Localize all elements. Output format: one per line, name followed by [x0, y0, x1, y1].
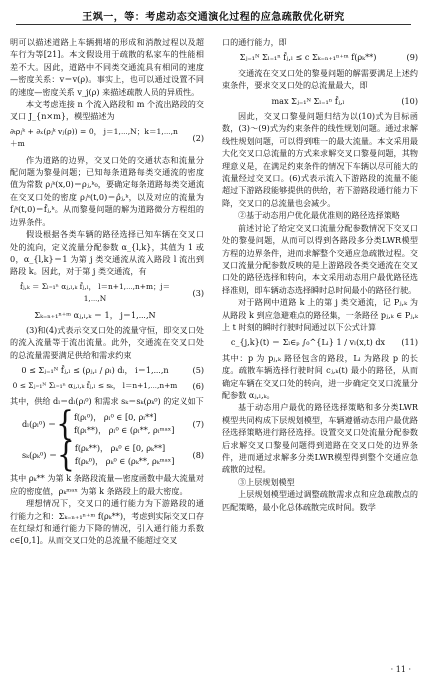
equation-number: (8): [192, 450, 204, 461]
equation-number: (7): [192, 419, 204, 430]
equation-number: (3): [192, 287, 204, 298]
equation-body: max Σⱼ₌₁ᴺ Σₗ₌₁ⁿ f̂ⱼ,ₗ: [271, 95, 345, 106]
equation-body: 0 ≤ Σⱼ₌₁ᴺ Σₗ₌₁ⁿ αⱼ,ₗ,ₖ f̂ⱼ,ₗ ≤ sₖ， l＝n+1,⋯,n+m: [12, 380, 178, 390]
equation-number: (11): [401, 337, 418, 348]
equation-lhs: dₗ(ρₗ⁰) ＝: [22, 419, 57, 430]
paragraph: 本文考虑连接 n 个流入路段和 m 个流出路段的交叉口 J_{n×m}，模型描述为: [10, 99, 204, 122]
right-column: [222, 36, 418, 513]
equation-4: [10, 309, 204, 321]
paragraph: 因此，交叉口黎曼问题归结为以(10)式为目标函数，(3)～(9)式为约束条件的线性规划问题。通过求解线性规划问题，可以得到唯一的最大流量。本文采用最大化交叉口总流量的方式来求解交叉口黎曼问题，其物理意义是，在满足约束条件的情况下车辆以尽可能大的流量经过交叉口。(6)式表示流入下游路段的流量不能超过下游路段能够提供的供给，若下游路段通行能力下降，交叉口的总流量也会减少。: [222, 111, 418, 208]
header-rule: [16, 24, 411, 25]
equation-6: [10, 380, 204, 392]
running-header: [0, 0, 427, 28]
running-header-title: 王飒一，等：考虑动态交通演化过程的应急疏散优化研究: [82, 12, 345, 23]
paragraph: 对于路网中道路 k 上的第 j 类交通流，记 Pⱼ,ₖ 为从路段 k 到应急避难点的路径集，一条路径 pⱼ,ₖ ∈ Pⱼ,ₖ 上 t 时刻的瞬时行驶时间通过以下公式计算: [222, 297, 418, 332]
equation-9: [222, 51, 418, 63]
paragraph: 交通流在交叉口处的黎曼问题的解需要满足上述约束条件，要求交叉口处的总流量最大，即: [222, 67, 418, 91]
equation-3: [10, 281, 204, 306]
left-column: [10, 36, 204, 547]
paragraph: 其中，供给 dₗ＝dₗ(ρₗ⁰) 和需求 sₖ＝sₖ(ρₖ⁰) 的定义如下: [10, 395, 204, 406]
equation-number: (5): [192, 365, 204, 376]
paragraph: 口的通行能力，即: [222, 37, 287, 47]
paragraph: 明可以描述道路上车辆拥堵的形成和消散过程以及超车行为等[21]。本文假设用于疏散的私家车的性能相差不大。因此，道路中不同类交通流具有相同的速度—密度关系：v＝v(ρ)。事实上，也可以通过设置不同的速度—密度关系 v_j(ρ) 来描述疏散人员的异质性。: [10, 37, 204, 97]
paragraph: 基于动态用户最优的路径选择策略和多分类LWR模型共同构成下层规划模型，车辆遵循动态用户最优路径选择策略进行路径选择。设置交叉口处流量分配参数后求解交叉口黎曼问题得到道路在交叉口处的边界条件，进而通过求解多分类LWR模型得到整个交通应急疏散的过程。: [222, 402, 418, 475]
equation-number: (9): [406, 52, 418, 63]
paragraph: 其中 ρₖ** 为第 k 条路段流量—密度函数中最大流量对应的密度值，ρₖᵐᵃˣ 为第 k 条路段上的最大密度。: [10, 473, 204, 496]
case-line: f(ρₖ⁰)， ρₖ⁰ ∈ (ρₖ**, ρₖᵐᵃˣ]: [74, 456, 175, 467]
paragraph: 上层规划模型通过调整疏散需求点和应急疏散点的匹配策略，最小化总体疏散完成时间。数学: [222, 489, 418, 512]
equation-2: [10, 126, 204, 151]
equation-number: (2): [192, 133, 204, 144]
paragraph: 假设根据各类车辆的路径选择已知车辆在交叉口处的流向，定义流量分配参数 α_{l,k}，其值为 1 或 0，α_{l,k}＝1 为第 j 类交通流从流入路段 l 流出到路段 k。因此，对于第 j 类交通流，有: [10, 229, 204, 277]
subsection-heading: ②基于动态用户优化最优准则的路径选择策略: [238, 210, 400, 221]
equation-body: ∂ₜρⱼᵏ + ∂ₓ(ρⱼᵏ vⱼ(ρ)) = 0， j＝1,⋯,N；k＝1,⋯,n＋m: [10, 126, 178, 149]
equation-5: [10, 364, 204, 376]
equation-10: [222, 95, 418, 107]
case-line: f(ρₗ**)， ρₗ⁰ ∈ (ρₗ**, ρₗᵐᵃˣ]: [73, 425, 175, 436]
equation-7: [10, 403, 204, 444]
equation-lhs: sₖ(ρₖ⁰) ＝: [22, 450, 58, 461]
paragraph: 前述讨论了给定交叉口流量分配参数情况下交叉口处的黎曼问题，从而可以得到各路段多分类LWR模型方程的边界条件，进而求解整个交通应急疏散过程。交叉口流量分配参数反映的是上游路段各类交通流在交叉口处的路径选择和转向，本文采用动态用户最优路径选择准则，即车辆动态选择瞬时总时间最小的路径行驶。: [222, 222, 418, 295]
equation-body: c_{j,k}(t) ＝ Σₗ∈ₚ ∫₀^{Lₗ} 1 / vₗ(x,t) dx: [230, 337, 386, 348]
paragraph: 理想情况下，交叉口的通行能力为下游路段的通行能力之和：Σₖ₌ₙ₊₁ⁿ⁺ᵐ f(ρₖ**)，考虑到实际交叉口存在红绿灯和通行能力下降的情况，引入通行能力系数 c∈[0,1]。从而交叉口处的总流量不能超过交叉: [10, 498, 204, 546]
paragraph: 其中：p 为 pⱼ,ₖ 路径包含的路段，Lₗ 为路段 p 的长度。疏散车辆选择行驶时间 cⱼ,ₖ(t) 最小的路径，从而确定车辆在交叉口处的转向，进一步确定交叉口流量分配参数 αⱼ,ₗ,ₖ。: [222, 352, 418, 400]
equation-body: Σⱼ₌₁ᴺ Σₗ₌₁ⁿ f̂ⱼ,ₗ ≤ c Σₖ₌ₙ₊₁ⁿ⁺ᵐ f(ρₖ**): [239, 52, 377, 63]
paragraph: 作为道路的边界，交叉口处的交通状态和流量分配问题为黎曼问题；已知每条道路每类交通流的密度值为常数 ρⱼᵏ(x,0)＝ρⱼ,ᵏ₀，要确定每条道路每类交通流在交叉口处的密度 ρⱼᵏ(t,0)＝ρ̂ⱼ,ᵏ，以及对应的流量为 fⱼᵏ(t,0)＝f̂ⱼ,ᵏ。从而黎曼问题的解为道路微分方程组的边界条件。: [10, 154, 204, 227]
equation-body: Σₖ₌ₙ₊₁ⁿ⁺ᵐ αⱼ,ₗ,ₖ ＝ 1， j＝1,⋯,N: [34, 309, 156, 320]
paragraph: (3)和(4)式表示交叉口处的流量守恒，即交叉口处的流入流量等于流出流量。此外，交通流在交叉口处的总流量需要满足供给和需求约束: [10, 324, 204, 360]
equation-body: 0 ≤ Σⱼ₌₁ᴺ f̂ⱼ,ₗ ≤ (ρⱼ,ₗ / ρₗ) dₗ， i＝1,⋯,n: [21, 365, 169, 376]
case-line: f(ρₖ**)， ρₖ⁰ ∈ [0, ρₖ**]: [74, 443, 166, 454]
equation-number: (10): [401, 95, 418, 106]
equation-8: [10, 434, 204, 475]
subsection-heading: ③上层规划模型: [238, 476, 295, 487]
page-number: · 11 ·: [390, 665, 411, 674]
equation-11: [222, 336, 418, 348]
left-brace: {: [57, 434, 75, 475]
case-line: f(ρₗ⁰)， ρₗ⁰ ∈ [0, ρₗ**]: [73, 412, 157, 423]
equation-number: (6): [192, 380, 204, 391]
equation-body: f̂ⱼ,ₖ ＝ Σₗ₌₁ⁿ αⱼ,ₗ,ₖ f̂ⱼ,ₗ， l＝n+1,⋯,n+m；j＝1,⋯,N: [19, 281, 171, 304]
left-brace: {: [56, 403, 74, 444]
